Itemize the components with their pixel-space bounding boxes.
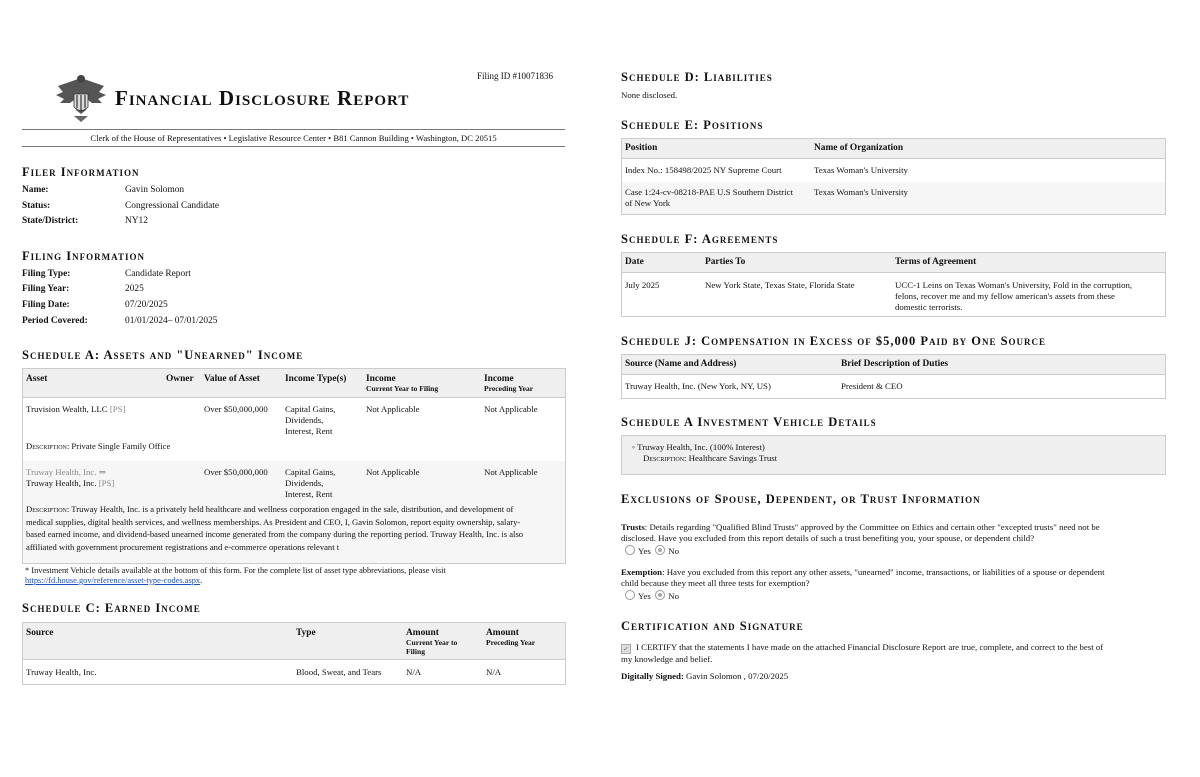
owner-tag: [PS] bbox=[98, 478, 115, 488]
income-type-line: Capital Gains, bbox=[285, 467, 336, 477]
owner-tag: [PS] bbox=[109, 404, 126, 414]
asset-parent: Truway Health, Inc. ⇒ bbox=[26, 467, 107, 477]
digital-signature bbox=[621, 671, 788, 682]
house-seal-eagle-icon bbox=[54, 70, 108, 124]
exemption-label: Exemption bbox=[621, 567, 663, 577]
asset-type-codes-link[interactable]: https://fd.house.gov/reference/asset-type-codes.aspx bbox=[25, 576, 201, 585]
filing-information-heading: Filing Information bbox=[22, 249, 145, 263]
description-line: affiliated with government procurement registrations and e-commerce operations relevant t bbox=[26, 541, 340, 552]
terms-line: domestic terrorists. bbox=[895, 302, 963, 312]
col-duties: Brief Description of Duties bbox=[841, 359, 949, 369]
filing-date-row bbox=[22, 300, 422, 312]
header-rule-top bbox=[22, 129, 565, 130]
field-label: Name: bbox=[22, 185, 49, 195]
col-source: Source (Name and Address) bbox=[625, 359, 737, 369]
field-label: State/District: bbox=[22, 216, 79, 226]
income-type-line: Interest, Rent bbox=[285, 426, 333, 436]
exemption-question bbox=[621, 567, 1166, 589]
agreement-parties: New York State, Texas State, Florida State bbox=[705, 280, 855, 290]
table-header bbox=[23, 369, 565, 398]
income-type bbox=[285, 404, 335, 437]
table-row-asset bbox=[26, 467, 114, 489]
report-title: Financial Disclosure Report bbox=[115, 86, 410, 110]
certification-line: I CERTIFY that the statements I have made on the attached Financial Disclosure Report are true, complete, and correct to the best of bbox=[636, 642, 1104, 652]
col-parties: Parties To bbox=[705, 257, 746, 267]
trusts-label: Trusts bbox=[621, 522, 645, 532]
field-value: Congressional Candidate bbox=[125, 201, 219, 211]
table-header bbox=[622, 355, 1165, 375]
position-title bbox=[625, 187, 793, 209]
col-income-current bbox=[366, 374, 438, 393]
earned-income-current: N/A bbox=[406, 667, 422, 677]
asset-name: Truvision Wealth, LLC bbox=[26, 404, 108, 414]
schedule-a-table bbox=[22, 368, 566, 564]
field-value: NY12 bbox=[125, 216, 148, 226]
schedule-a-heading: Schedule A: Assets and "Unearned" Income bbox=[22, 348, 304, 362]
schedule-f-heading: Schedule F: Agreements bbox=[621, 232, 779, 246]
trusts-text-line: disclosed. Have you excluded from this report details of such a trust benefiting you, your spouse, or dependent child? bbox=[621, 533, 1035, 543]
trusts-options bbox=[625, 545, 679, 557]
col-asset: Asset bbox=[26, 374, 48, 384]
col-value: Value of Asset bbox=[204, 374, 260, 384]
trusts-text-line: : Details regarding "Qualified Blind Trusts" approved by the Committee on Ethics and certain other "excepted trusts" need not be bbox=[644, 522, 1100, 532]
schedule-a-footnote bbox=[25, 566, 565, 586]
field-label: Filing Year: bbox=[22, 284, 70, 294]
asset-name: Truway Health, Inc. bbox=[26, 478, 97, 488]
col-subtitle: Filing bbox=[406, 647, 425, 656]
certify-checkbox[interactable]: ✓ bbox=[621, 644, 631, 654]
col-terms: Terms of Agreement bbox=[895, 257, 977, 267]
col-amount-preceding bbox=[486, 628, 535, 647]
compensation-duties: President & CEO bbox=[841, 381, 903, 391]
income-type-line: Dividends, bbox=[285, 415, 324, 425]
col-title: Income bbox=[366, 374, 396, 384]
exemption-options bbox=[625, 590, 679, 602]
description-line: Truway Health, Inc. is a privately held healthcare and wellness corporation engaged in the sale, distribution, and development of bbox=[71, 504, 514, 514]
col-date: Date bbox=[625, 257, 644, 267]
filer-name-row bbox=[22, 185, 422, 197]
schedule-a-investment-vehicle-heading: Schedule A Investment Vehicle Details bbox=[621, 415, 877, 429]
signed-value: Gavin Solomon , 07/20/2025 bbox=[683, 671, 789, 681]
col-position: Position bbox=[625, 143, 658, 153]
schedule-j-heading: Schedule J: Compensation in Excess of $5,000 Paid by One Source bbox=[621, 334, 1047, 348]
investment-vehicle-box bbox=[621, 435, 1166, 475]
asset-description bbox=[26, 503, 566, 553]
field-value: 2025 bbox=[125, 284, 144, 294]
description-label: Description: bbox=[26, 441, 70, 451]
col-subtitle: Preceding Year bbox=[486, 638, 536, 647]
organization-name: Texas Woman's University bbox=[814, 165, 908, 175]
income-type-line: Dividends, bbox=[285, 478, 324, 488]
certification-heading: Certification and Signature bbox=[621, 619, 804, 633]
earned-income-preceding: N/A bbox=[486, 667, 502, 677]
income-preceding: Not Applicable bbox=[484, 404, 538, 414]
col-income-type: Income Type(s) bbox=[285, 374, 347, 384]
exemption-text-line: child because they meet all three tests for exemption? bbox=[621, 578, 810, 588]
schedule-e-table bbox=[621, 138, 1166, 215]
filing-year-row bbox=[22, 284, 422, 296]
filing-id: Filing ID #10071836 bbox=[477, 71, 554, 81]
exemption-yes-radio[interactable] bbox=[625, 590, 635, 600]
col-subtitle: Current Year to Filing bbox=[366, 384, 439, 393]
description-line: medical supplies, digital health services, and wellness memberships. As President and CEO, I, Gavin Solomon, report equity ownership, salary- bbox=[26, 516, 521, 527]
exemption-text-line: : Have you excluded from this report any other assets, "unearned" income, transactions, or liabilities of a spouse or dependent bbox=[662, 567, 1105, 577]
schedule-j-table bbox=[621, 354, 1166, 399]
filer-information-heading: Filer Information bbox=[22, 165, 140, 179]
period-covered-row bbox=[22, 316, 422, 328]
filer-status-row bbox=[22, 201, 422, 213]
asset-value: Over $50,000,000 bbox=[204, 404, 268, 414]
terms-line: felons, recover me and my fellow american's assets from these bbox=[895, 291, 1115, 301]
footnote-text: * Investment Vehicle details available at the bottom of this form. For the complete list of asset type abbreviations, please visit bbox=[25, 566, 446, 575]
earned-income-source: Truway Health, Inc. bbox=[26, 667, 97, 677]
clerk-address: Clerk of the House of Representatives • Legislative Resource Center • B81 Cannon Building • Washington, DC 20515 bbox=[90, 133, 497, 143]
schedule-e-heading: Schedule E: Positions bbox=[621, 118, 764, 132]
header-rule-bottom bbox=[22, 146, 565, 147]
position-title: Index No.: 158498/2025 NY Supreme Court bbox=[625, 165, 782, 175]
description-line: based earned income, and dividend-based unearned income generated from the company during the reporting period. Truway Health, Inc. is also bbox=[26, 529, 524, 539]
position-line: Case 1:24-cv-08218-PAE U.S Southern District bbox=[625, 187, 794, 197]
income-type bbox=[285, 467, 335, 500]
earned-income-type: Blood, Sweat, and Tears bbox=[296, 667, 382, 677]
trusts-yes-label: Yes bbox=[638, 546, 651, 556]
description-label: Description: bbox=[643, 453, 687, 463]
field-value: Candidate Report bbox=[125, 269, 191, 279]
exemption-no-radio[interactable] bbox=[655, 590, 665, 600]
table-row-asset bbox=[26, 404, 126, 415]
signed-label: Digitally Signed: bbox=[621, 671, 684, 681]
table-header bbox=[622, 253, 1165, 273]
income-type-line: Interest, Rent bbox=[285, 489, 333, 499]
vehicle-description: Healthcare Savings Trust bbox=[688, 453, 778, 463]
trusts-yes-radio[interactable] bbox=[625, 545, 635, 555]
certification-statement bbox=[621, 642, 1166, 665]
compensation-source: Truway Health, Inc. (New York, NY, US) bbox=[625, 381, 771, 391]
asset-description bbox=[26, 440, 170, 453]
schedule-c-table bbox=[22, 622, 566, 685]
col-income-preceding bbox=[484, 374, 533, 393]
terms-line: UCC-1 Leins on Texas Woman's University, Fold in the corruption, bbox=[895, 280, 1133, 290]
liabilities-text: None disclosed. bbox=[621, 90, 678, 100]
col-type: Type bbox=[296, 628, 316, 638]
income-current: Not Applicable bbox=[366, 467, 420, 477]
agreement-date: July 2025 bbox=[625, 280, 660, 290]
agreement-terms bbox=[895, 280, 1132, 313]
description-label: Description: bbox=[26, 504, 70, 514]
organization-name: Texas Woman's University bbox=[814, 187, 908, 197]
col-subtitle: Preceding Year bbox=[484, 384, 534, 393]
col-organization: Name of Organization bbox=[814, 143, 904, 153]
schedule-c-heading: Schedule C: Earned Income bbox=[22, 601, 201, 615]
filing-type-row bbox=[22, 269, 422, 281]
table-header bbox=[23, 623, 565, 660]
field-label: Period Covered: bbox=[22, 316, 88, 326]
field-value: 01/01/2024– 07/01/2025 bbox=[125, 316, 218, 326]
exemption-yes-label: Yes bbox=[638, 591, 651, 601]
trusts-no-label: No bbox=[668, 546, 679, 556]
field-label: Status: bbox=[22, 201, 51, 211]
footnote-end: . bbox=[200, 576, 203, 585]
filer-district-row bbox=[22, 216, 422, 228]
description-text: Private Single Family Office bbox=[71, 441, 171, 451]
schedule-d-heading: Schedule D: Liabilities bbox=[621, 70, 773, 84]
field-value: Gavin Solomon bbox=[125, 185, 185, 195]
col-owner: Owner bbox=[166, 374, 194, 384]
income-preceding: Not Applicable bbox=[484, 467, 538, 477]
vehicle-name: Truway Health, Inc. (100% Interest) bbox=[637, 442, 765, 452]
income-current: Not Applicable bbox=[366, 404, 420, 414]
field-label: Filing Type: bbox=[22, 269, 71, 279]
trusts-no-radio[interactable] bbox=[655, 545, 665, 555]
field-label: Filing Date: bbox=[22, 300, 70, 310]
col-title: Income bbox=[484, 374, 514, 384]
exclusions-heading: Exclusions of Spouse, Dependent, or Trust Information bbox=[621, 492, 981, 506]
income-type-line: Capital Gains, bbox=[285, 404, 336, 414]
asset-value: Over $50,000,000 bbox=[204, 467, 268, 477]
exemption-no-label: No bbox=[668, 591, 679, 601]
col-title: Amount bbox=[486, 628, 519, 638]
investment-vehicle-item: ◦ Truway Health, Inc. (100% Interest) Description: Healthcare Savings Trust bbox=[632, 442, 778, 463]
certification-line: my knowledge and belief. bbox=[621, 654, 713, 664]
schedule-f-table bbox=[621, 252, 1166, 317]
col-title: Amount bbox=[406, 628, 439, 638]
position-line: of New York bbox=[625, 198, 671, 208]
field-value: 07/20/2025 bbox=[125, 300, 168, 310]
col-subtitle: Current Year to bbox=[406, 638, 458, 647]
col-amount-current bbox=[406, 628, 457, 656]
trusts-question bbox=[621, 522, 1166, 544]
table-header bbox=[622, 139, 1165, 159]
col-source: Source bbox=[26, 628, 54, 638]
